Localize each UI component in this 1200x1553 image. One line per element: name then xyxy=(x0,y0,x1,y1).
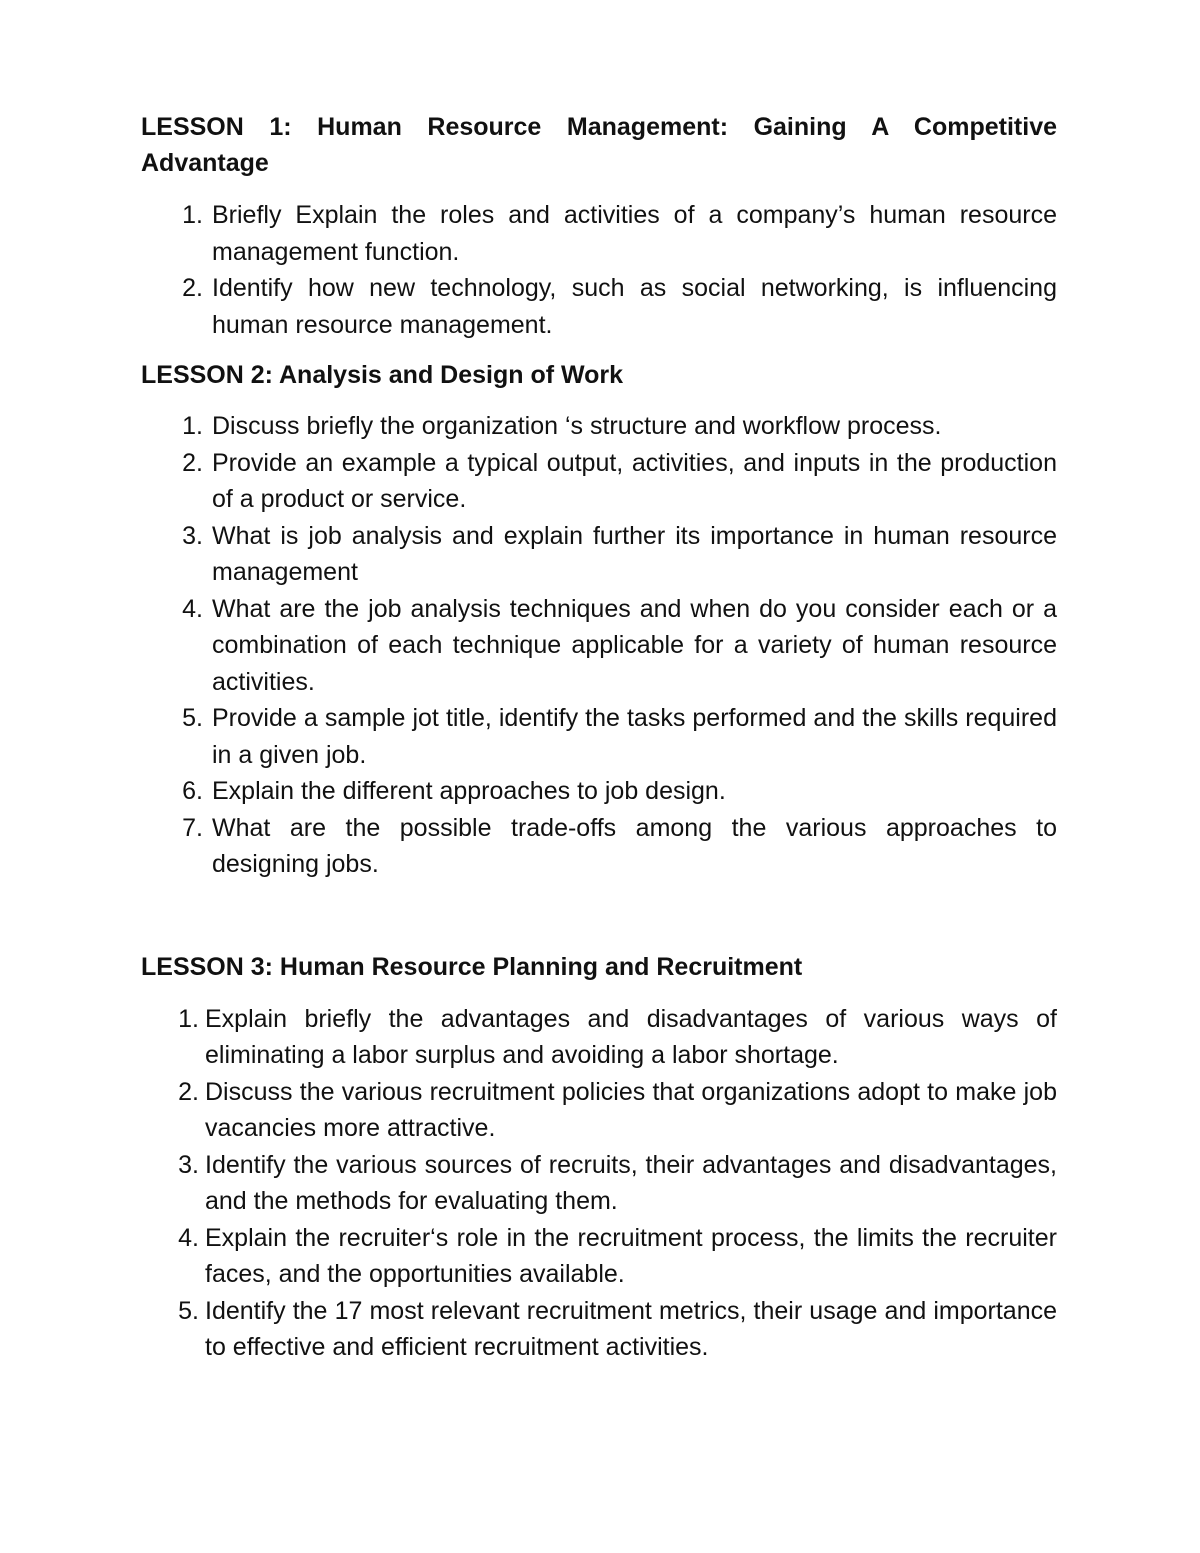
item-text: Discuss briefly the organization ‘s structure and workflow process. xyxy=(212,412,942,440)
list-item xyxy=(141,1293,1057,1366)
item-number: 3. xyxy=(178,1150,199,1179)
lesson-1-title: LESSON 1: Human Resource Management: Gaining A Competitive Advantage xyxy=(141,113,1057,177)
list-item xyxy=(141,700,1057,773)
list-item xyxy=(141,1074,1057,1147)
item-number: 5. xyxy=(182,704,203,732)
list-item xyxy=(141,445,1057,518)
item-number: 2. xyxy=(178,1077,199,1106)
item-number: 5. xyxy=(178,1296,199,1325)
item-text: Explain the different approaches to job design. xyxy=(212,777,726,805)
lesson-3-section xyxy=(141,949,1057,1366)
list-item xyxy=(141,810,1057,883)
item-number: 3. xyxy=(182,521,203,550)
list-item xyxy=(141,270,1057,343)
item-number: 7. xyxy=(182,813,203,842)
item-number: 1. xyxy=(178,1004,199,1033)
lesson-2-questions xyxy=(141,408,1057,883)
item-text: Briefly Explain the roles and activities of a company’s human resource management function. xyxy=(212,201,1057,266)
item-number: 1. xyxy=(182,412,203,440)
item-text: Explain the recruiter‘s role in the recruitment process, the limits the recruiter faces, and the opportunities available. xyxy=(205,1223,1057,1288)
item-number: 1. xyxy=(182,201,203,229)
item-text: Discuss the various recruitment policies that organizations adopt to make job vacancies more attractive. xyxy=(205,1077,1057,1142)
list-item xyxy=(141,591,1057,701)
list-item xyxy=(141,1220,1057,1293)
item-text: What are the job analysis techniques and when do you consider each or a combination of each technique applicable for a variety of human resource activities. xyxy=(212,594,1057,696)
item-text: Identify how new technology, such as social networking, is influencing human resource management. xyxy=(212,274,1057,339)
item-number: 4. xyxy=(178,1223,199,1252)
lesson-3-title: LESSON 3: Human Resource Planning and Recruitment xyxy=(141,952,803,981)
item-text: Identify the various sources of recruits, their advantages and disadvantages, and the methods for evaluating them. xyxy=(205,1150,1057,1215)
lesson-2-section xyxy=(141,357,1057,883)
lesson-1-section xyxy=(141,109,1057,343)
item-text: Provide a sample jot title, identify the tasks performed and the skills required in a given job. xyxy=(212,704,1057,769)
list-item xyxy=(141,1147,1057,1220)
item-number: 4. xyxy=(182,594,203,623)
item-text: What are the possible trade-offs among the various approaches to designing jobs. xyxy=(212,813,1057,878)
list-item xyxy=(141,1001,1057,1074)
item-number: 2. xyxy=(182,274,203,302)
document-page xyxy=(141,109,1057,1366)
list-item xyxy=(141,197,1057,270)
item-text: Identify the 17 most relevant recruitment metrics, their usage and importance to effective and efficient recruitment activities. xyxy=(205,1296,1057,1361)
item-number: 6. xyxy=(182,777,203,805)
item-text: Provide an example a typical output, activities, and inputs in the production of a product or service. xyxy=(212,448,1057,513)
lesson-2-title: LESSON 2: Analysis and Design of Work xyxy=(141,361,624,389)
lesson-1-questions xyxy=(141,197,1057,343)
list-item xyxy=(141,773,1057,810)
item-number: 2. xyxy=(182,448,203,477)
item-text: What is job analysis and explain further its importance in human resource management xyxy=(212,521,1057,586)
list-item xyxy=(141,408,1057,445)
lesson-3-questions xyxy=(141,1001,1057,1366)
item-text: Explain briefly the advantages and disadvantages of various ways of eliminating a labor surplus and avoiding a labor shortage. xyxy=(205,1004,1057,1069)
list-item xyxy=(141,518,1057,591)
